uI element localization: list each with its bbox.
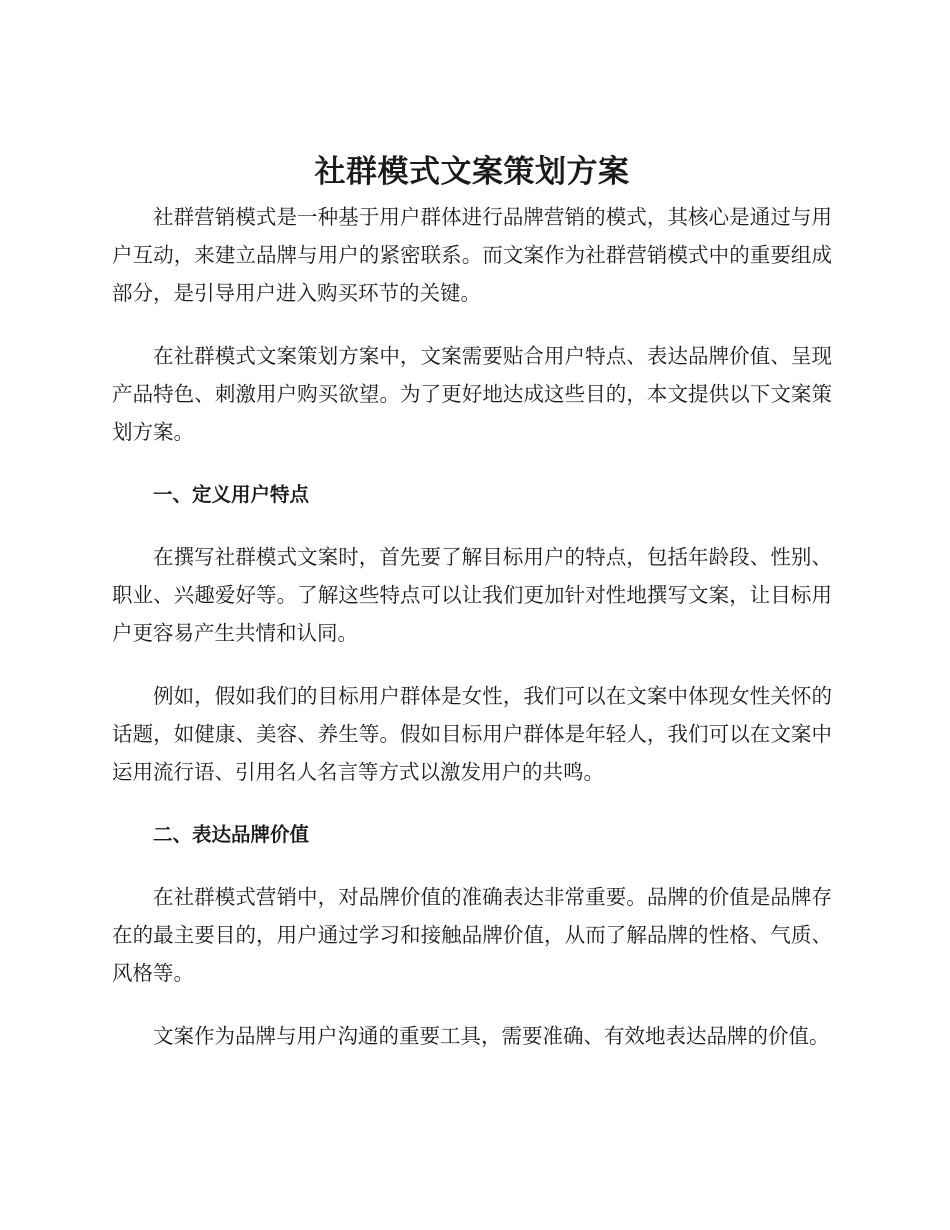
section-2-paragraph-1: 在社群模式营销中，对品牌价值的准确表达非常重要。品牌的价值是品牌存在的最主要目的，用户通过学习和接触品牌价值，从而了解品牌的性格、气质、风格等。 — [112, 885, 832, 985]
intro-paragraph-1: 社群营销模式是一种基于用户群体进行品牌营销的模式，其核心是通过与用户互动，来建立品牌与用户的紧密联系。而文案作为社群营销模式中的重要组成部分，是引导用户进入购买环节的关键。 — [112, 205, 832, 305]
section-2-paragraph-2: 文案作为品牌与用户沟通的重要工具，需要准确、有效地表达品牌的价值。 — [153, 1024, 830, 1048]
section-heading-brand-value: 二、表达品牌价值 — [152, 823, 309, 846]
section-1-paragraph-2: 例如，假如我们的目标用户群体是女性，我们可以在文案中体现女性关怀的话题，如健康、美容、养生等。假如目标用户群体是年轻人，我们可以在文案中运用流行语、引用名人名言等方式以激发用户的共鸣。 — [112, 684, 832, 784]
section-1-paragraph-1: 在撰写社群模式文案时，首先要了解目标用户的特点，包括年龄段、性别、职业、兴趣爱好等。了解这些特点可以让我们更加针对性地撰写文案，让目标用户更容易产生共情和认同。 — [112, 545, 832, 645]
document-page — [112, 150, 832, 1080]
document-title: 社群模式文案策划方案 — [314, 154, 630, 190]
section-heading-user-traits: 一、定义用户特点 — [152, 483, 309, 506]
intro-paragraph-2: 在社群模式文案策划方案中，文案需要贴合用户特点、表达品牌价值、呈现产品特色、刺激用户购买欲望。为了更好地达成这些目的，本文提供以下文案策划方案。 — [112, 344, 832, 444]
